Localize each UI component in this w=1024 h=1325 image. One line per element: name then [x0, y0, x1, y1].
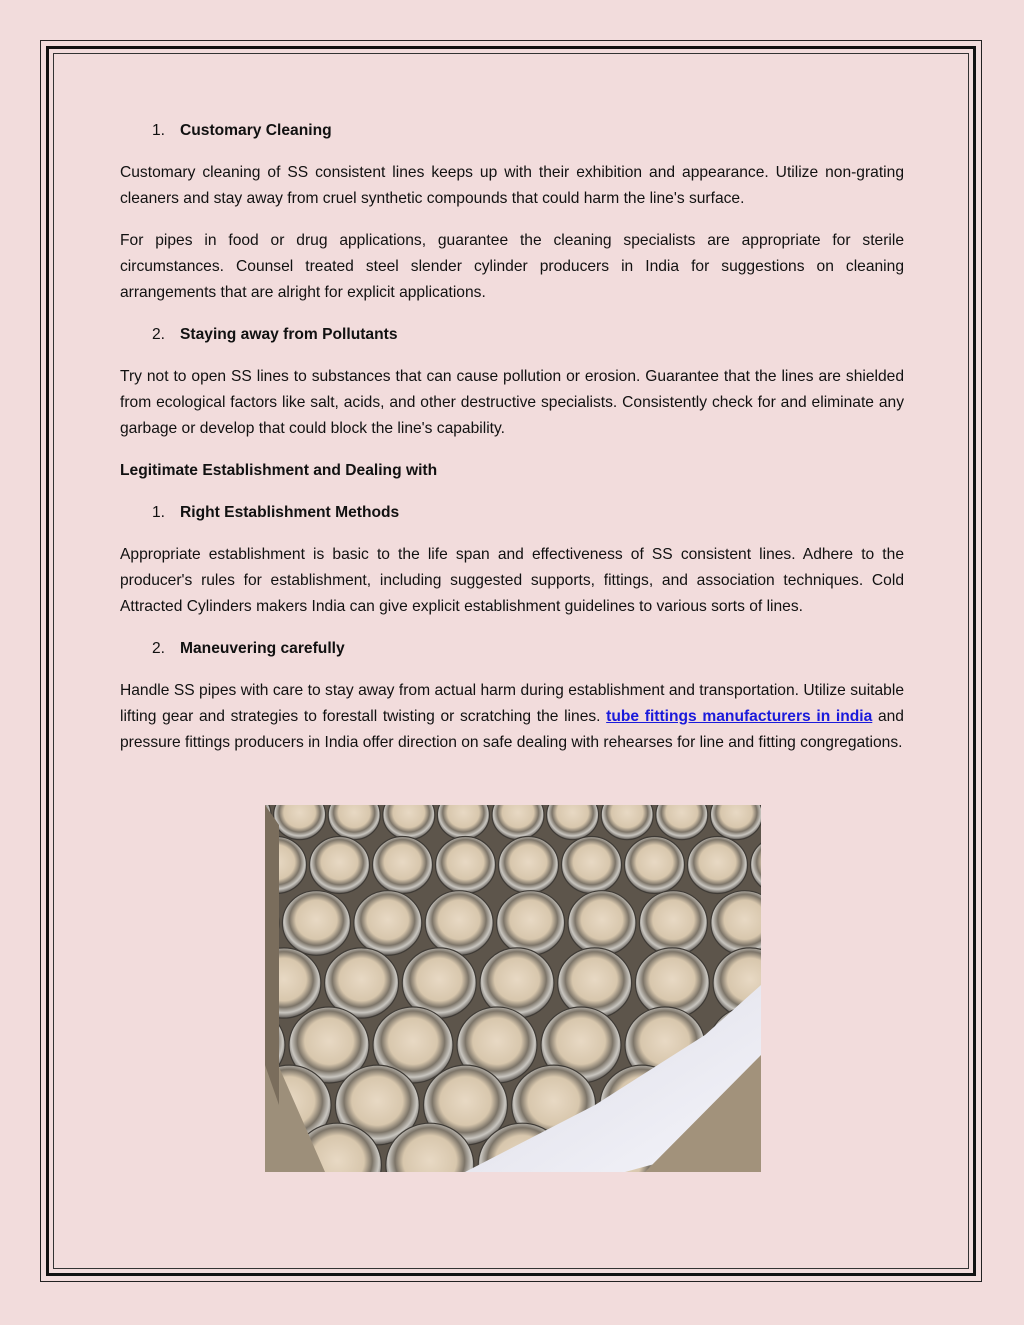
- pipe-ring: [425, 891, 493, 956]
- tube-fittings-link[interactable]: tube fittings manufacturers in india: [606, 708, 873, 725]
- heading-text: Staying away from Pollutants: [180, 326, 398, 343]
- pipe-ring: [436, 837, 496, 894]
- pipe-ring: [282, 891, 350, 956]
- paragraph: For pipes in food or drug applications, guarantee the cleaning specialists are appropriate for sterile circumstances. Counsel treated steel slender cylinder producers in India for suggestions on cleaning arrangements that are alright for explicit applications.: [120, 232, 904, 301]
- tube-fittings-photo: [265, 805, 761, 1172]
- pipe-ring: [310, 837, 370, 894]
- heading-text: Right Establishment Methods: [180, 504, 400, 521]
- paragraph-text: Handle SS pipes with care to stay away from actual harm during establishment and transportation. Utilize suitable lifting gear and strategies to forestall twisting or scratching the lines.: [120, 682, 904, 725]
- heading-text: Maneuvering carefully: [180, 640, 345, 657]
- document-body: [120, 118, 904, 772]
- pipe-ring: [373, 837, 433, 894]
- section-heading: [152, 118, 904, 144]
- pipe-ring: [625, 837, 685, 894]
- main-heading: Legitimate Establishment and Dealing with: [120, 462, 438, 479]
- pipe-ring: [568, 891, 636, 956]
- pipe-ring: [354, 891, 422, 956]
- paragraph-with-link: [120, 678, 904, 756]
- list-number: 2.: [152, 640, 166, 657]
- list-number: 1.: [152, 504, 166, 521]
- list-number: 1.: [152, 122, 166, 139]
- section-heading: [152, 500, 904, 526]
- paragraph: Customary cleaning of SS consistent lines keeps up with their exhibition and appearance. Utilize non-grating cleaners and stay away from cruel synthetic compounds that could harm the line's surface.: [120, 164, 904, 207]
- section-heading: [152, 322, 904, 348]
- paragraph-text: and pressure fittings producers in India offer direction on safe dealing with rehearses for line and fitting congregations.: [120, 708, 904, 751]
- pipe-ring: [558, 948, 632, 1018]
- paragraph: Try not to open SS lines to substances that can cause pollution or erosion. Guarantee that the lines are shielded from ecological factors like salt, acids, and other destructive specialists. Consistently check for and eliminate any garbage or develop that could block the line's capability.: [120, 368, 904, 437]
- pipe-ring: [688, 837, 748, 894]
- section-heading: [152, 636, 904, 662]
- heading-text: Customary Cleaning: [180, 122, 332, 139]
- pipe-ring: [497, 891, 565, 956]
- pipe-ring: [639, 891, 707, 956]
- pipe-ring: [499, 837, 559, 894]
- paragraph: Appropriate establishment is basic to the life span and effectiveness of SS consistent lines. Adhere to the producer's rules for establishment, including suggested supports, fittings, and association techniques. Cold Attracted Cylinders makers India can give explicit establishment guidelines to various sorts of lines.: [120, 546, 904, 615]
- pipe-ring: [562, 837, 622, 894]
- list-number: 2.: [152, 326, 166, 343]
